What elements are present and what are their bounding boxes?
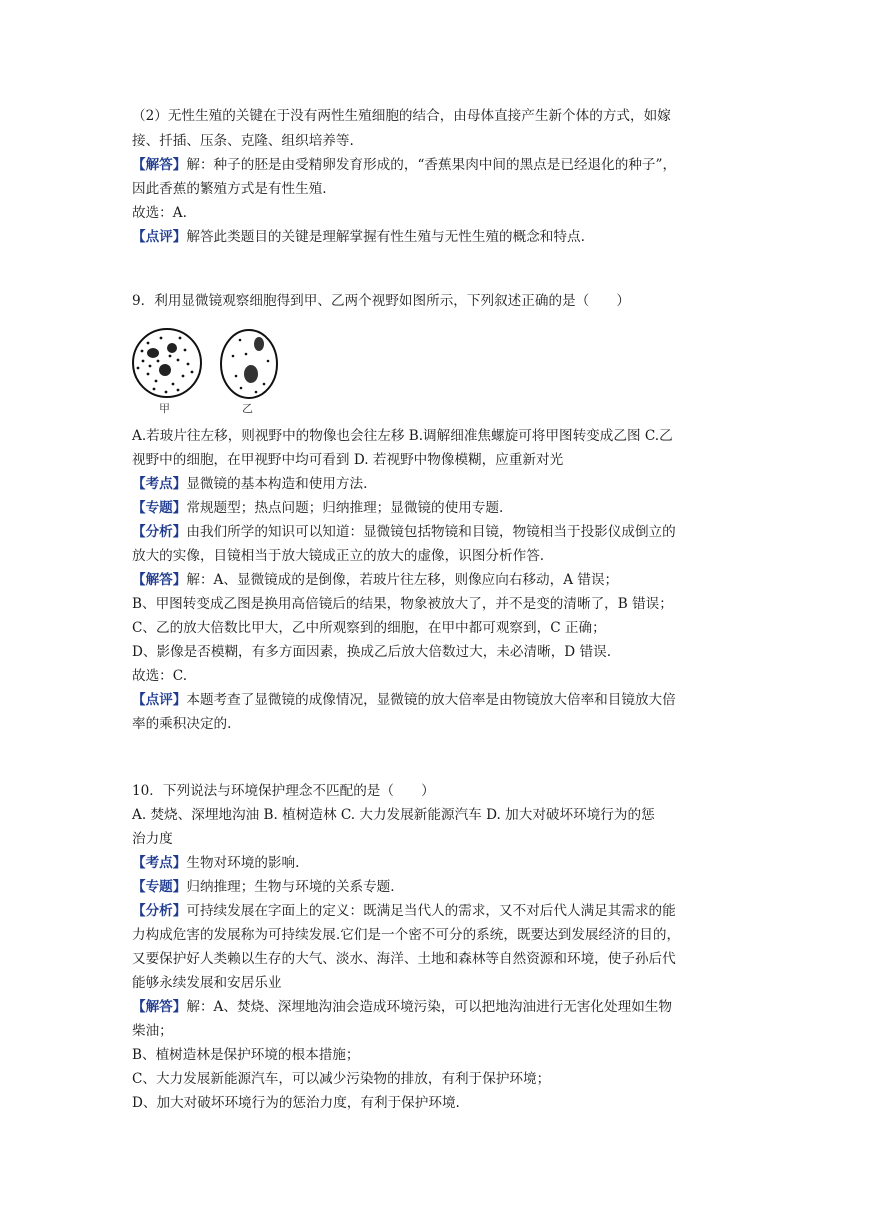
fenxi-tag: 【分析】 xyxy=(132,903,187,919)
q10-fenxi-line: 能够永续发展和安居乐业 xyxy=(132,975,282,991)
q10-kaodian-line xyxy=(132,851,299,875)
jieda-text: 解：A、焚烧、深埋地沟油会造成环境污染，可以把地沟油进行无害化处理如生物 xyxy=(186,999,672,1015)
dianping-text: 本题考查了显微镜的成像情况，显微镜的放大倍率是由物镜放大倍率和目镜放大倍 xyxy=(186,692,676,708)
field-of-view-yi xyxy=(221,330,277,415)
q9-options-line: A.若玻片往左移，则视野中的物像也会往左移 B.调解细准焦螺旋可将甲图转变成乙图 C.乙 xyxy=(132,428,673,444)
fenxi-text: 由我们所学的知识可以知道：显微镜包括物镜和目镜，物镜相当于投影仪成倒立的 xyxy=(186,524,676,540)
q10-jieda-line: D、加大对破坏环境行为的惩治力度，有利于保护环境. xyxy=(132,1095,460,1111)
q9-choice: 故选：C. xyxy=(132,668,188,684)
kaodian-tag: 【考点】 xyxy=(132,855,187,871)
comment-tag: 【点评】 xyxy=(132,229,187,245)
jieda-text: 解：A、显微镜成的是倒像，若玻片往左移，则像应向右移动，A 错误； xyxy=(186,572,619,588)
figure-label-jia: 甲 xyxy=(159,402,170,415)
q9-kaodian-line xyxy=(132,472,367,496)
kaodian-text: 显微镜的基本构造和使用方法. xyxy=(186,476,368,492)
q10-fenxi-line: 力构成危害的发展称为可持续发展.它们是一个密不可分的系统，既要达到发展经济的目的， xyxy=(132,927,681,943)
q9-jieda-line: C、乙的放大倍数比甲大，乙中所观察到的细胞，在甲中都可观察到，C 正确； xyxy=(132,620,606,636)
zhuanti-tag: 【专题】 xyxy=(132,500,187,516)
q10-jieda-line: 柴油； xyxy=(132,1023,173,1039)
jieda-tag: 【解答】 xyxy=(132,999,187,1015)
zhuanti-text: 常规题型；热点问题；归纳推理；显微镜的使用专题. xyxy=(186,500,504,516)
kaodian-text: 生物对环境的影响. xyxy=(186,855,300,871)
q9-jieda-line xyxy=(132,568,618,592)
q9-zhuanti-line xyxy=(132,496,503,520)
answer-tag: 【解答】 xyxy=(132,157,187,173)
q10-stem: 10．下列说法与环境保护理念不匹配的是（ ） xyxy=(132,783,435,799)
fenxi-tag: 【分析】 xyxy=(132,524,187,540)
figure-label-yi: 乙 xyxy=(242,402,253,415)
q9-options-line: 视野中的细胞，在甲视野中均可看到 D. 若视野中物像模糊，应重新对光 xyxy=(132,452,564,468)
q10-fenxi-line: 又要保护好人类赖以生存的大气、淡水、海洋、土地和森林等自然资源和环境，使子孙后代 xyxy=(132,951,676,967)
dianping-tag: 【点评】 xyxy=(132,692,187,708)
q10-options-line: 治力度 xyxy=(132,831,173,847)
q10-jieda-line xyxy=(132,995,672,1019)
q9-dianping-line: 率的乘积决定的. xyxy=(132,716,232,732)
q9-dianping-line xyxy=(132,688,676,712)
q8-choice: 故选：A. xyxy=(132,205,187,221)
q9-jieda-line: D、影像是否模糊，有多方面因素，换成乙后放大倍数过大，未必清晰，D 错误. xyxy=(132,644,612,660)
q8-answer-line xyxy=(132,153,676,177)
answer-text: 解：种子的胚是由受精卵发育形成的，“香蕉果肉中间的黑点是已经退化的种子”， xyxy=(186,157,677,173)
q9-fenxi-line xyxy=(132,520,676,544)
q8-answer-line: 因此香蕉的繁殖方式是有性生殖. xyxy=(132,181,327,197)
q8-comment-line xyxy=(132,225,585,249)
fenxi-text: 可持续发展在字面上的定义：既满足当代人的需求，又不对后代人满足其需求的能 xyxy=(186,903,676,919)
q10-jieda-line: C、大力发展新能源汽车，可以减少污染物的排放，有利于保护环境； xyxy=(132,1071,551,1087)
q8-analysis-line: （2）无性生殖的关键在于没有两性生殖细胞的结合，由母体直接产生新个体的方式，如嫁 xyxy=(132,108,671,124)
q8-analysis-line: 接、扦插、压条、克隆、组织培养等. xyxy=(132,133,354,149)
q10-jieda-line: B、植树造林是保护环境的根本措施； xyxy=(132,1047,360,1063)
q10-options-line: A. 焚烧、深埋地沟油 B. 植树造林 C. 大力发展新能源汽车 D. 加大对破坏环境行为的惩 xyxy=(132,807,655,823)
q9-jieda-line: B、甲图转变成乙图是换用高倍镜后的结果，物象被放大了，并不是变的清晰了，B 错误； xyxy=(132,596,673,612)
zhuanti-text: 归纳推理；生物与环境的关系专题. xyxy=(186,879,395,895)
q9-fenxi-line: 放大的实像，目镜相当于放大镜成正立的放大的虚像，识图分析作答. xyxy=(132,548,545,564)
q9-stem: 9．利用显微镜观察细胞得到甲、乙两个视野如图所示，下列叙述正确的是（ ） xyxy=(132,293,631,309)
field-of-view-jia xyxy=(133,329,201,415)
jieda-tag: 【解答】 xyxy=(132,572,187,588)
zhuanti-tag: 【专题】 xyxy=(132,879,187,895)
q10-fenxi-line xyxy=(132,899,676,923)
kaodian-tag: 【考点】 xyxy=(132,476,187,492)
comment-text: 解答此类题目的关键是理解掌握有性生殖与无性生殖的概念和特点. xyxy=(186,229,585,245)
q10-zhuanti-line xyxy=(132,875,395,899)
microscope-figure xyxy=(128,326,288,416)
